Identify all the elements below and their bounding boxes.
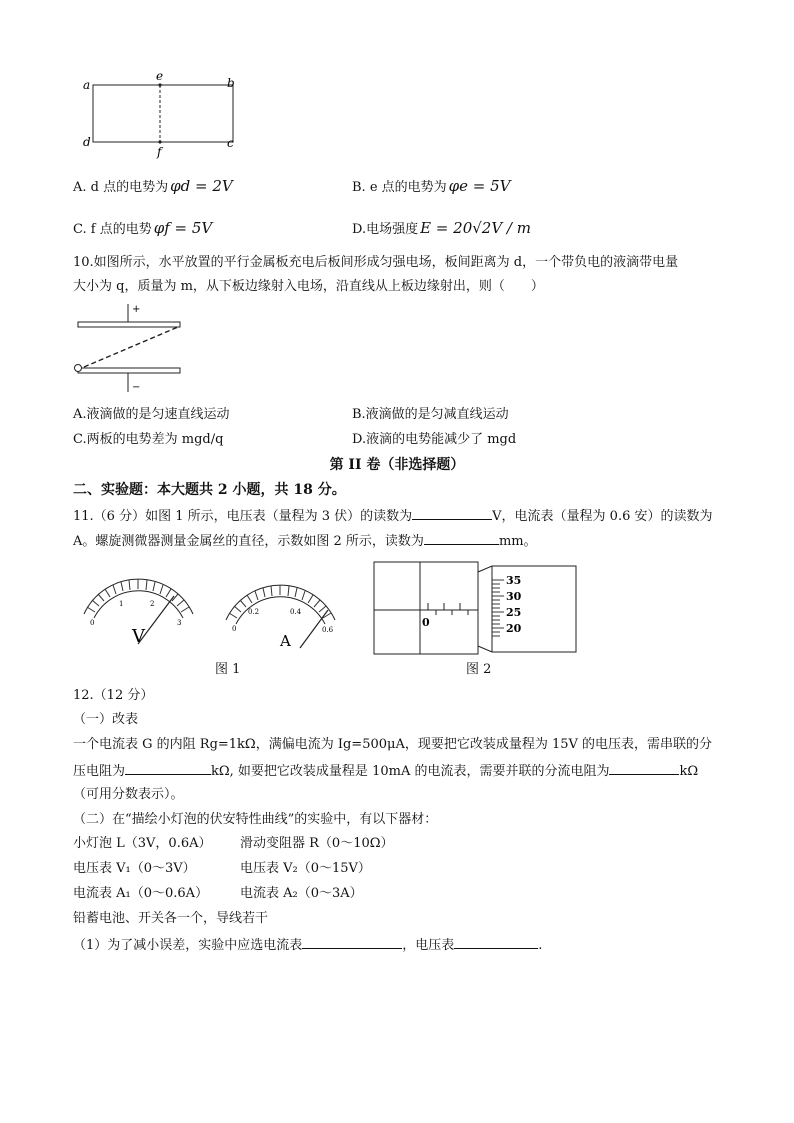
q10-option-a: A.液滴做的是匀速直线运动 — [73, 407, 230, 422]
point-label-d: d — [83, 135, 91, 149]
parallel-plates-figure — [70, 300, 190, 400]
q10-option-d: D.液滴的电势能减少了 mgd — [352, 432, 517, 447]
answer-blank[interactable] — [609, 762, 679, 775]
q12-text: 压电阻为 — [73, 764, 126, 779]
tick-label: 3 — [177, 619, 182, 627]
minus-sign: − — [132, 382, 141, 393]
voltmeter-dial — [76, 572, 201, 652]
q12-text: . — [538, 938, 543, 953]
answer-blank[interactable] — [424, 532, 499, 545]
answer-blank[interactable] — [412, 507, 492, 520]
q11-text: 11.（6 分）如图 1 所示，电压表（量程为 3 伏）的读数为 — [73, 509, 413, 524]
q11-line1 — [73, 507, 712, 525]
q12-heading: 12.（12 分） — [73, 688, 154, 703]
point-label-c: c — [227, 136, 234, 150]
option-text: D.电场强度 — [352, 222, 419, 237]
q10-stem-line2: 大小为 q，质量为 m，从下板边缘射入电场，沿直线从上板边缘射出，则（ ） — [73, 279, 544, 294]
q10-option-c: C.两板的电势差为 mgd/q — [73, 432, 224, 447]
thimble-label: 20 — [506, 622, 522, 635]
equipment-lamp: 小灯泡 L（3V，0.6A） — [73, 836, 212, 851]
q12-text: kΩ — [679, 764, 699, 779]
q9-option-a — [73, 177, 233, 196]
point-label-e: e — [156, 70, 164, 83]
option-text: A. d 点的电势为 — [73, 180, 169, 195]
tick-label: 0.4 — [290, 608, 302, 616]
equipment-rheostat: 滑动变阻器 R（0～10Ω） — [240, 836, 394, 851]
figure1-caption: 图 1 — [215, 662, 241, 677]
thimble-label: 25 — [506, 606, 522, 619]
q11-text: A。螺旋测微器测量金属丝的直径，示数如图 2 所示，读数为 — [73, 534, 424, 549]
point-label-b: b — [227, 76, 235, 90]
answer-blank[interactable] — [454, 936, 538, 949]
tick-label: 0.6 — [322, 626, 334, 634]
section-heading: 二、实验题：本大题共 2 小题，共 18 分。 — [73, 482, 346, 498]
equipment-ammeter-a2: 电流表 A₂（0～3A） — [240, 886, 363, 901]
equipment-voltmeter-v2: 电压表 V₂（0～15V） — [240, 861, 371, 876]
ammeter-symbol: A — [280, 632, 291, 650]
option-text: B. e 点的电势为 — [352, 180, 447, 195]
micrometer-figure — [370, 560, 580, 658]
option-formula: φf = 5V — [153, 219, 213, 237]
tick-label: 2 — [150, 600, 155, 608]
q12-subquestion-1 — [73, 936, 542, 954]
option-text: C. f 点的电势 — [73, 222, 152, 237]
ammeter-dial — [218, 578, 343, 658]
plus-sign: + — [132, 304, 141, 315]
sleeve-zero-label: 0 — [422, 616, 430, 629]
droplet — [75, 365, 82, 372]
part-two-title: 第 II 卷（非选择题） — [329, 457, 465, 473]
voltmeter-symbol: V — [132, 626, 145, 647]
thimble-label: 30 — [506, 590, 522, 603]
option-formula: φe = 5V — [448, 177, 511, 195]
equipment-ammeter-a1: 电流表 A₁（0～0.6A） — [73, 886, 209, 901]
answer-blank[interactable] — [302, 936, 402, 949]
equipment-other: 铅蓄电池、开关各一个，导线若干 — [73, 911, 269, 926]
tick-label: 1 — [119, 600, 124, 608]
q10-stem-line1: 10.如图所示，水平放置的平行金属板充电后板间形成匀强电场，板间距离为 d，一个带负电的液滴带电量 — [73, 255, 679, 270]
q11-text: V，电流表（量程为 0.6 安）的读数为 — [492, 509, 713, 524]
q12-text: kΩ, 如要把它改装成量程是 10mA 的电流表，需要并联的分流电阻为 — [211, 764, 610, 779]
q9-option-c — [73, 219, 212, 238]
option-formula: E = 20√2V / m — [420, 219, 531, 237]
rectangle-abcd-figure — [80, 70, 250, 160]
point-label-f: f — [157, 145, 162, 159]
figure2-caption: 图 2 — [466, 662, 492, 677]
q9-option-b — [352, 177, 511, 196]
q9-option-d — [352, 219, 531, 238]
tick-label: 0.2 — [248, 608, 260, 616]
q12-line2 — [73, 762, 698, 780]
q10-option-b: B.液滴做的是匀减直线运动 — [352, 407, 509, 422]
q12-part1-heading: （一）改表 — [73, 712, 139, 727]
q12-line1: 一个电流表 G 的内阻 Rg=1kΩ，满偏电流为 Ig=500μA，现要把它改装成量程为 15V 的电压表，需串联的分 — [73, 737, 713, 752]
q12-text: （1）为了减小误差，实验中应选电流表 — [73, 938, 303, 953]
thimble-label: 35 — [506, 574, 522, 587]
equipment-voltmeter-v1: 电压表 V₁（0～3V） — [73, 861, 196, 876]
q12-part2-heading: （二）在“描绘小灯泡的伏安特性曲线”的实验中，有以下器材： — [73, 812, 438, 827]
q11-text: mm。 — [498, 534, 537, 549]
q12-line3: （可用分数表示）。 — [73, 787, 184, 802]
option-formula: φd = 2V — [170, 177, 233, 195]
tick-label: 0 — [232, 625, 237, 633]
point-label-a: a — [83, 78, 91, 92]
q12-text: ，电压表 — [402, 938, 455, 953]
tick-label: 0 — [90, 619, 95, 627]
q11-line2 — [73, 532, 537, 550]
answer-blank[interactable] — [125, 762, 211, 775]
